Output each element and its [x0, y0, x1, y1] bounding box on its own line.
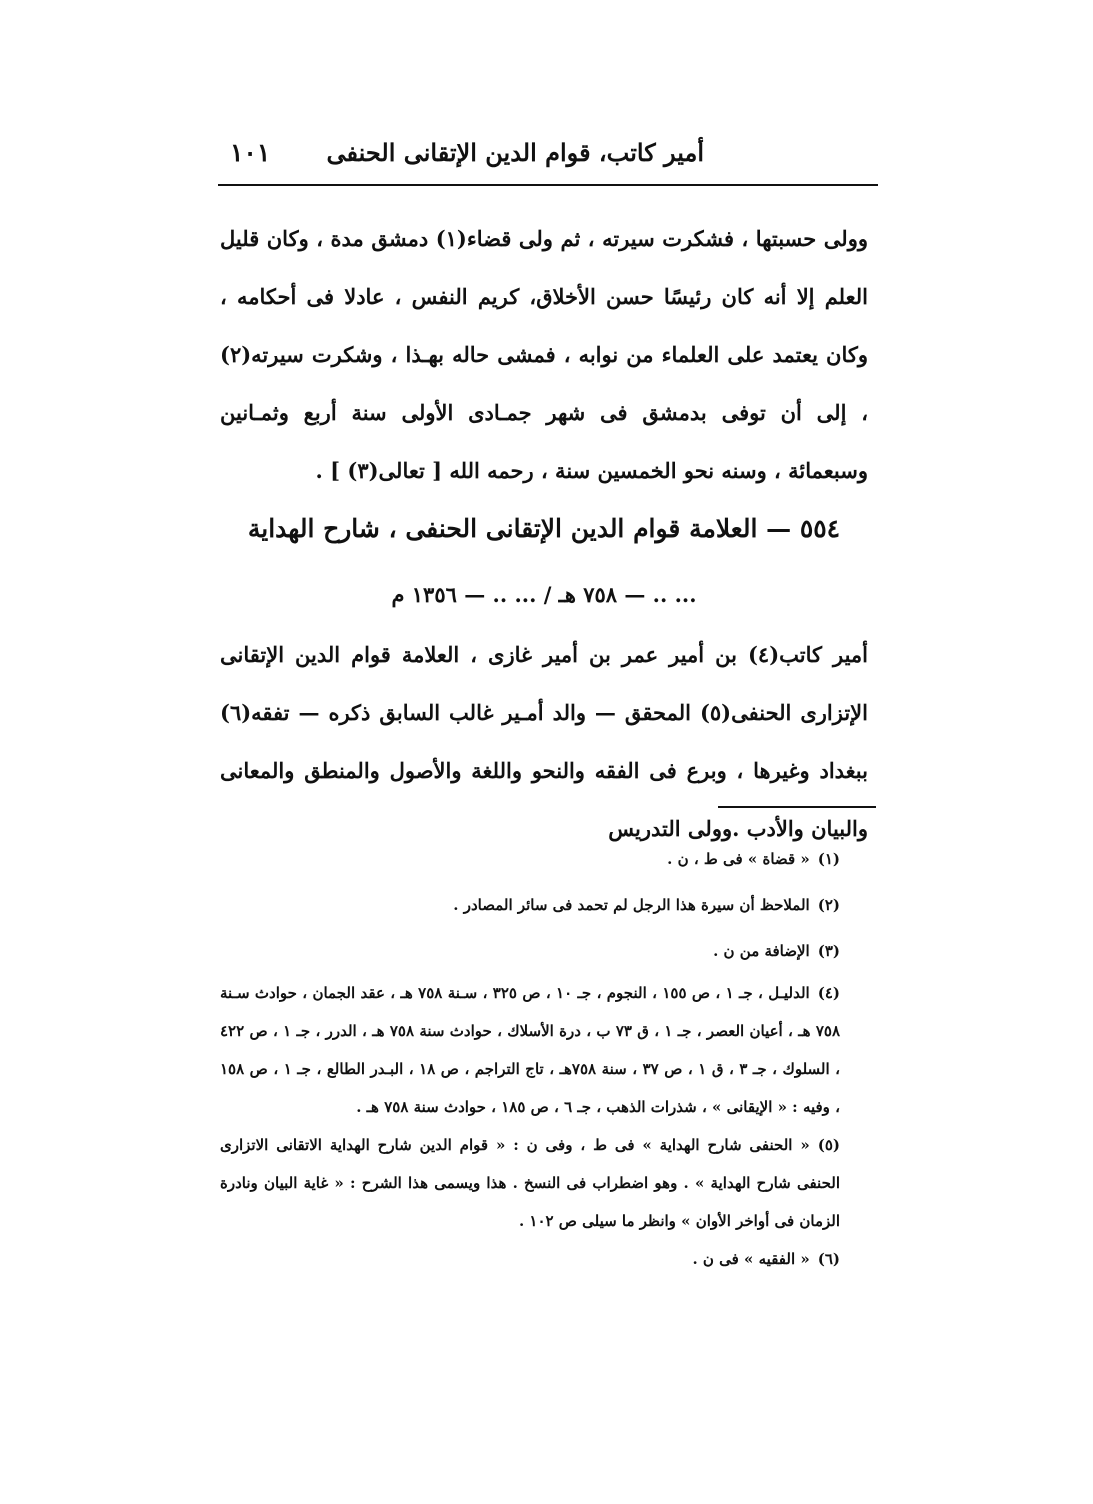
footnote-number: (١): [817, 850, 840, 868]
footnote-6: [220, 1240, 840, 1278]
footnote-number: (٥): [817, 1136, 840, 1154]
footnote-text: « الفقيه » فى ن .: [692, 1250, 810, 1268]
header-rule: [218, 184, 878, 186]
footnote-3: [220, 928, 840, 974]
footnote-text: « الحنفى شارح الهداية » فى ط ، وفى ن : « قوام الدين شارح الهداية الاتقانى الاتزارى الحنفى شارح الهداية » . وهو اضطراب فى النسخ . هذا ويسمى هذا الشرح : « غاية البيان ونادرة الزمان فى أواخر الأوان » وانظر ما سيلى ص ١٠٢ .: [220, 1136, 840, 1230]
footnote-number: (٦): [817, 1250, 840, 1268]
footnote-text: الإضافة من ن .: [713, 942, 810, 960]
footnote-number: (٣): [817, 942, 840, 960]
page-number: ١٠١: [230, 138, 271, 167]
footnote-number: (٢): [817, 896, 840, 914]
footnote-text: الملاحظ أن سيرة هذا الرجل لم تحمد فى سائر المصادر .: [453, 896, 810, 914]
footnote-text: « قضاة » فى ط ، ن .: [667, 850, 810, 868]
paragraph-1: وولى حسبتها ، فشكرت سيرته ، ثم ولى قضاء(١) دمشق مدة ، وكان قليل العلم إلا أنه كان رئيسًا حسن الأخلاق، كريم النفس ، عادلا فى أحكامه ، وكان يعتمد على العلماء من نوابه ، فمشى حاله بهـذا ، وشكرت سيرته(٢) ، إلى أن توفى بدمشق فى شهر جمـادى الأولى سنة أربع وثمـانين وسبعمائة ، وسنه نحو الخمسين سنة ، رحمه الله [ تعالى(٣) ] .: [220, 226, 868, 483]
footnote-1: [220, 836, 840, 882]
footnotes: [220, 836, 840, 1278]
footnote-number: (٤): [817, 984, 840, 1002]
footnote-text: الدليـل ، جـ ١ ، ص ١٥٥ ، النجوم ، جـ ١٠ ، ص ٣٢٥ ، سـنة ٧٥٨ هـ ، عقد الجمان ، حوادث سـنة ٧٥٨ هـ ، أعيان العصر ، جـ ١ ، ق ٧٣ ب ، درة الأسلاك ، حوادث سنة ٧٥٨ هـ ، الدرر ، جـ ١ ، ص ٤٢٢ ، السلوك ، جـ ٣ ، ق ١ ، ص ٣٧ ، سنة ٧٥٨هـ ، تاج التراجم ، ص ١٨ ، البـدر الطالع ، جـ ١ ، ص ١٥٨ ، وفيه : « الإيقانى » ، شذرات الذهب ، جـ ٦ ، ص ١٨٥ ، حوادث سنة ٧٥٨ هـ .: [220, 984, 841, 1116]
page-header: [218, 138, 876, 182]
running-title: أمير كاتب، قوام الدين الإتقانى الحنفى: [326, 138, 704, 167]
entry-dates: ... .. — ٧٥٨ هـ / ... .. — ١٣٥٦ م: [391, 582, 697, 607]
footnote-rule: [718, 806, 876, 808]
footnote-5: [220, 1126, 840, 1240]
footnote-4: [220, 974, 840, 1126]
footnote-2: [220, 882, 840, 928]
paragraph-2: أمير كاتب(٤) بن أمير عمر بن أمير غازى ، العلامة قوام الدين الإتقانى الإتزارى الحنفى(٥) المحقق — والد أمـير غالب السابق ذكره — تفقه(٦) ببغداد وغيرها ، وبرع فى الفقه والنحو واللغة والأصول والمنطق والمعانى والبيان والأدب .وولى التدريس: [220, 642, 868, 841]
entry-heading: ٥٥٤ — العلامة قوام الدين الإتقانى الحنفى ، شارح الهداية: [247, 514, 841, 543]
